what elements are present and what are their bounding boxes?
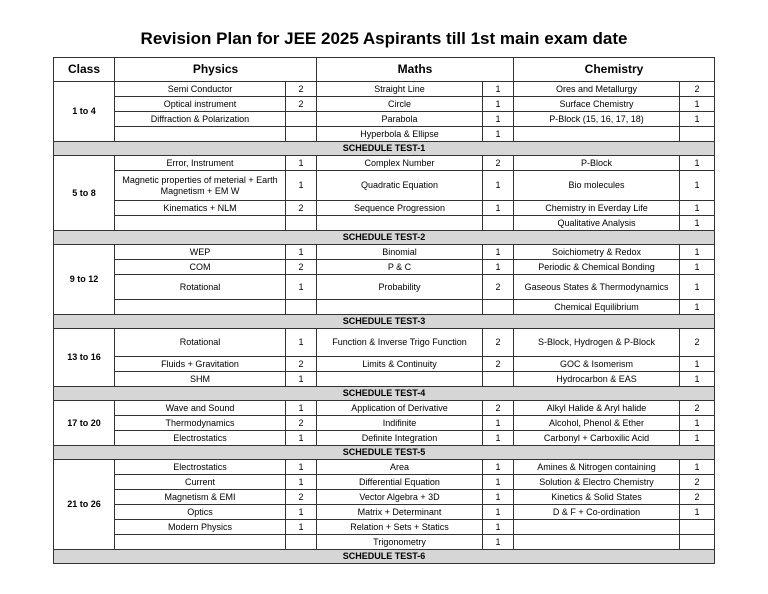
maths-topic-cell: Complex Number	[317, 156, 483, 171]
physics-count-cell: 1	[286, 460, 317, 475]
page-title: Revision Plan for JEE 2025 Aspirants till 1st main exam date	[140, 29, 628, 48]
maths-topic-cell	[317, 216, 483, 231]
class-range-cell: 21 to 26	[54, 460, 115, 550]
physics-count-cell: 2	[286, 260, 317, 275]
chemistry-count-cell: 1	[680, 112, 715, 127]
chemistry-topic-cell: S-Block, Hydrogen & P-Block	[514, 329, 680, 357]
table-row	[54, 216, 715, 231]
table-row	[54, 416, 715, 431]
chemistry-count-cell: 1	[680, 275, 715, 300]
maths-topic-cell	[317, 300, 483, 315]
maths-topic-cell: Straight Line	[317, 82, 483, 97]
physics-topic-cell: Magnetic properties of meterial + Earth Magnetism + EM W	[115, 171, 286, 201]
schedule-test-label: SCHEDULE TEST-3	[54, 315, 715, 329]
header-class: Class	[54, 58, 115, 82]
physics-topic-cell: COM	[115, 260, 286, 275]
chemistry-count-cell: 1	[680, 171, 715, 201]
maths-topic-cell: P & C	[317, 260, 483, 275]
chemistry-count-cell: 1	[680, 505, 715, 520]
chemistry-topic-cell: Ores and Metallurgy	[514, 82, 680, 97]
maths-topic-cell: Circle	[317, 97, 483, 112]
physics-count-cell: 2	[286, 490, 317, 505]
physics-topic-cell	[115, 216, 286, 231]
chemistry-count-cell: 1	[680, 300, 715, 315]
maths-topic-cell: Probability	[317, 275, 483, 300]
physics-count-cell: 2	[286, 201, 317, 216]
table-row	[54, 300, 715, 315]
physics-topic-cell: Optical instrument	[115, 97, 286, 112]
physics-topic-cell: SHM	[115, 372, 286, 387]
maths-topic-cell: Vector Algebra + 3D	[317, 490, 483, 505]
physics-topic-cell: Thermodynamics	[115, 416, 286, 431]
physics-count-cell: 1	[286, 156, 317, 171]
physics-count-cell	[286, 216, 317, 231]
chemistry-count-cell: 1	[680, 216, 715, 231]
maths-count-cell: 1	[483, 490, 514, 505]
physics-count-cell: 1	[286, 372, 317, 387]
physics-topic-cell: Fluids + Gravitation	[115, 357, 286, 372]
chemistry-count-cell: 2	[680, 490, 715, 505]
chemistry-topic-cell: Bio molecules	[514, 171, 680, 201]
chemistry-topic-cell: P-Block	[514, 156, 680, 171]
chemistry-topic-cell: Alcohol, Phenol & Ether	[514, 416, 680, 431]
table-row	[54, 329, 715, 357]
chemistry-topic-cell	[514, 520, 680, 535]
maths-count-cell: 1	[483, 475, 514, 490]
table-row	[54, 275, 715, 300]
maths-count-cell: 2	[483, 401, 514, 416]
maths-count-cell: 2	[483, 329, 514, 357]
schedule-test-row	[54, 315, 715, 329]
chemistry-topic-cell	[514, 127, 680, 142]
maths-topic-cell: Indifinite	[317, 416, 483, 431]
physics-count-cell: 1	[286, 401, 317, 416]
maths-count-cell: 1	[483, 201, 514, 216]
physics-topic-cell: Modern Physics	[115, 520, 286, 535]
schedule-test-row	[54, 387, 715, 401]
chemistry-topic-cell: Kinetics & Solid States	[514, 490, 680, 505]
physics-topic-cell: Optics	[115, 505, 286, 520]
class-range-cell: 1 to 4	[54, 82, 115, 142]
table-row	[54, 460, 715, 475]
table-row	[54, 535, 715, 550]
schedule-test-label: SCHEDULE TEST-5	[54, 446, 715, 460]
chemistry-topic-cell: Periodic & Chemical Bonding	[514, 260, 680, 275]
physics-count-cell: 2	[286, 97, 317, 112]
maths-topic-cell: Area	[317, 460, 483, 475]
table-row	[54, 82, 715, 97]
physics-topic-cell: Error, Instrument	[115, 156, 286, 171]
chemistry-topic-cell: Amines & Nitrogen containing	[514, 460, 680, 475]
physics-count-cell: 1	[286, 431, 317, 446]
chemistry-count-cell: 1	[680, 431, 715, 446]
maths-count-cell: 2	[483, 357, 514, 372]
physics-count-cell: 1	[286, 171, 317, 201]
chemistry-topic-cell: GOC & Isomerism	[514, 357, 680, 372]
maths-count-cell: 1	[483, 535, 514, 550]
table-row	[54, 260, 715, 275]
header-chemistry: Chemistry	[514, 58, 715, 82]
physics-count-cell	[286, 535, 317, 550]
physics-topic-cell	[115, 300, 286, 315]
maths-count-cell: 2	[483, 275, 514, 300]
table-row	[54, 171, 715, 201]
physics-topic-cell: Rotational	[115, 275, 286, 300]
chemistry-count-cell: 2	[680, 401, 715, 416]
physics-count-cell: 2	[286, 82, 317, 97]
chemistry-count-cell: 1	[680, 97, 715, 112]
chemistry-count-cell: 1	[680, 156, 715, 171]
chemistry-topic-cell: Chemical Equilibrium	[514, 300, 680, 315]
maths-count-cell: 1	[483, 245, 514, 260]
schedule-test-row	[54, 231, 715, 245]
maths-count-cell: 1	[483, 112, 514, 127]
schedule-test-label: SCHEDULE TEST-4	[54, 387, 715, 401]
chemistry-topic-cell: Surface Chemistry	[514, 97, 680, 112]
maths-count-cell: 1	[483, 416, 514, 431]
schedule-test-label: SCHEDULE TEST-1	[54, 142, 715, 156]
physics-topic-cell: Electrostatics	[115, 431, 286, 446]
chemistry-count-cell: 1	[680, 372, 715, 387]
table-row	[54, 127, 715, 142]
physics-topic-cell	[115, 127, 286, 142]
maths-count-cell: 1	[483, 431, 514, 446]
header-maths: Maths	[317, 58, 514, 82]
maths-topic-cell: Differential Equation	[317, 475, 483, 490]
physics-topic-cell	[115, 535, 286, 550]
physics-count-cell: 1	[286, 475, 317, 490]
maths-topic-cell: Hyperbola & Ellipse	[317, 127, 483, 142]
maths-count-cell: 1	[483, 460, 514, 475]
physics-count-cell: 1	[286, 329, 317, 357]
maths-topic-cell: Application of Derivative	[317, 401, 483, 416]
physics-count-cell: 2	[286, 416, 317, 431]
physics-topic-cell: WEP	[115, 245, 286, 260]
physics-count-cell	[286, 300, 317, 315]
physics-count-cell: 1	[286, 505, 317, 520]
maths-topic-cell: Limits & Continuity	[317, 357, 483, 372]
maths-count-cell: 2	[483, 156, 514, 171]
physics-count-cell: 1	[286, 520, 317, 535]
chemistry-topic-cell	[514, 535, 680, 550]
chemistry-count-cell	[680, 535, 715, 550]
chemistry-topic-cell: Qualitative Analysis	[514, 216, 680, 231]
schedule-test-row	[54, 142, 715, 156]
maths-topic-cell	[317, 372, 483, 387]
physics-topic-cell: Current	[115, 475, 286, 490]
physics-topic-cell: Rotational	[115, 329, 286, 357]
maths-count-cell: 1	[483, 82, 514, 97]
physics-count-cell	[286, 127, 317, 142]
physics-count-cell: 1	[286, 245, 317, 260]
maths-topic-cell: Quadratic Equation	[317, 171, 483, 201]
maths-count-cell: 1	[483, 127, 514, 142]
table-row	[54, 245, 715, 260]
maths-count-cell: 1	[483, 171, 514, 201]
schedule-test-row	[54, 446, 715, 460]
maths-count-cell: 1	[483, 520, 514, 535]
maths-count-cell: 1	[483, 97, 514, 112]
table-row	[54, 401, 715, 416]
chemistry-topic-cell: P-Block (15, 16, 17, 18)	[514, 112, 680, 127]
chemistry-count-cell: 2	[680, 475, 715, 490]
table-row	[54, 520, 715, 535]
chemistry-topic-cell: Chemistry in Everday Life	[514, 201, 680, 216]
chemistry-topic-cell: Solution & Electro Chemistry	[514, 475, 680, 490]
table-row	[54, 156, 715, 171]
chemistry-count-cell: 1	[680, 201, 715, 216]
maths-topic-cell: Parabola	[317, 112, 483, 127]
chemistry-topic-cell: Hydrocarbon & EAS	[514, 372, 680, 387]
chemistry-topic-cell: Carbonyl + Carboxilic Acid	[514, 431, 680, 446]
class-range-cell: 17 to 20	[54, 401, 115, 446]
maths-topic-cell: Function & Inverse Trigo Function	[317, 329, 483, 357]
maths-count-cell	[483, 300, 514, 315]
revision-plan-table	[53, 57, 715, 564]
schedule-test-row	[54, 550, 715, 564]
chemistry-count-cell	[680, 127, 715, 142]
class-range-cell: 13 to 16	[54, 329, 115, 387]
chemistry-topic-cell: Alkyl Halide & Aryl halide	[514, 401, 680, 416]
maths-topic-cell: Matrix + Determinant	[317, 505, 483, 520]
table-row	[54, 201, 715, 216]
maths-count-cell	[483, 372, 514, 387]
chemistry-count-cell: 1	[680, 245, 715, 260]
physics-topic-cell: Semi Conductor	[115, 82, 286, 97]
chemistry-topic-cell: Soichiometry & Redox	[514, 245, 680, 260]
schedule-test-label: SCHEDULE TEST-2	[54, 231, 715, 245]
schedule-test-label: SCHEDULE TEST-6	[54, 550, 715, 564]
maths-topic-cell: Definite Integration	[317, 431, 483, 446]
physics-count-cell: 2	[286, 357, 317, 372]
chemistry-count-cell	[680, 520, 715, 535]
maths-count-cell: 1	[483, 505, 514, 520]
physics-topic-cell: Wave and Sound	[115, 401, 286, 416]
header-physics: Physics	[115, 58, 317, 82]
maths-topic-cell: Binomial	[317, 245, 483, 260]
chemistry-count-cell: 2	[680, 329, 715, 357]
physics-topic-cell: Magnetism & EMI	[115, 490, 286, 505]
table-row	[54, 372, 715, 387]
table-row	[54, 97, 715, 112]
chemistry-count-cell: 1	[680, 357, 715, 372]
physics-topic-cell: Electrostatics	[115, 460, 286, 475]
maths-topic-cell: Relation + Sets + Statics	[317, 520, 483, 535]
chemistry-topic-cell: Gaseous States & Thermodynamics	[514, 275, 680, 300]
table-row	[54, 490, 715, 505]
class-range-cell: 9 to 12	[54, 245, 115, 315]
class-range-cell: 5 to 8	[54, 156, 115, 231]
chemistry-count-cell: 1	[680, 260, 715, 275]
table-row	[54, 112, 715, 127]
chemistry-topic-cell: D & F + Co-ordination	[514, 505, 680, 520]
chemistry-count-cell: 1	[680, 460, 715, 475]
table-row	[54, 475, 715, 490]
table-row	[54, 357, 715, 372]
maths-count-cell: 1	[483, 260, 514, 275]
table-row	[54, 431, 715, 446]
physics-count-cell: 1	[286, 275, 317, 300]
physics-count-cell	[286, 112, 317, 127]
chemistry-count-cell: 2	[680, 82, 715, 97]
physics-topic-cell: Diffraction & Polarization	[115, 112, 286, 127]
table-row	[54, 505, 715, 520]
header-row	[54, 58, 715, 82]
physics-topic-cell: Kinematics + NLM	[115, 201, 286, 216]
maths-topic-cell: Trigonometry	[317, 535, 483, 550]
chemistry-count-cell: 1	[680, 416, 715, 431]
maths-count-cell	[483, 216, 514, 231]
maths-topic-cell: Sequence Progression	[317, 201, 483, 216]
